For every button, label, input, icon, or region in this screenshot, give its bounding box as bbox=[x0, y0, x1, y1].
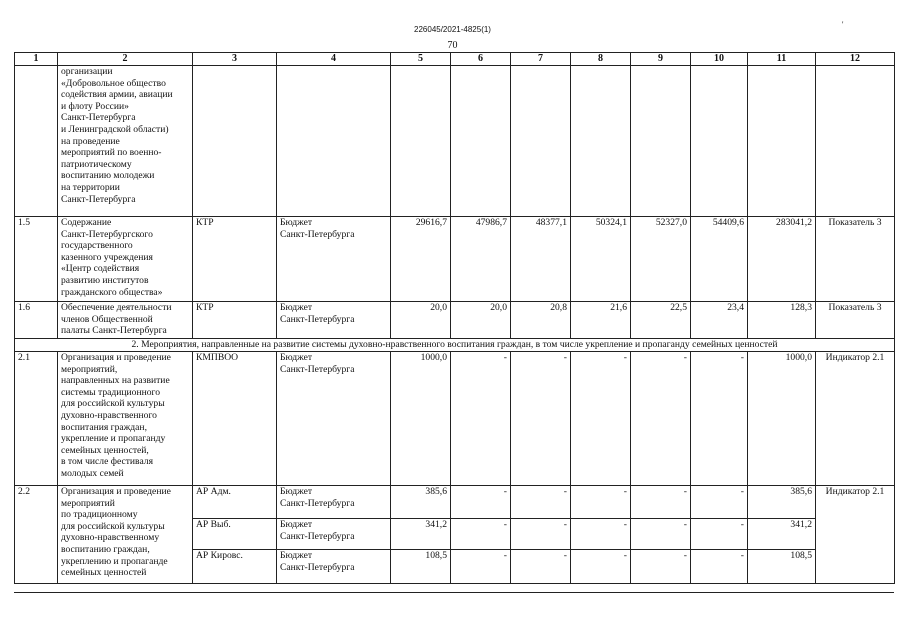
table-row bbox=[15, 302, 895, 339]
header-cell: 7 bbox=[511, 53, 571, 66]
value-cell: 29616,7 bbox=[391, 217, 451, 302]
header-cell: 3 bbox=[193, 53, 277, 66]
value-cell: - bbox=[571, 519, 631, 550]
row-number: 2.2 bbox=[15, 486, 58, 584]
table-row bbox=[15, 217, 895, 302]
value-cell: 52327,0 bbox=[631, 217, 691, 302]
header-cell: 1 bbox=[15, 53, 58, 66]
value-cell: - bbox=[631, 486, 691, 519]
corner-mark: ' bbox=[842, 20, 844, 29]
value-cell bbox=[571, 66, 631, 217]
executor: КТР bbox=[193, 217, 277, 302]
indicator-cell: Индикатор 2.1 bbox=[816, 486, 895, 584]
total-cell bbox=[748, 66, 816, 217]
value-cell bbox=[391, 66, 451, 217]
header-cell: 8 bbox=[571, 53, 631, 66]
row-number: 1.5 bbox=[15, 217, 58, 302]
funding-source: Бюджет Санкт-Петербурга bbox=[277, 302, 391, 339]
page-bottom-rule bbox=[14, 592, 894, 593]
row-number bbox=[15, 66, 58, 217]
value-cell: - bbox=[451, 550, 511, 584]
header-row bbox=[15, 53, 895, 66]
total-cell: 128,3 bbox=[748, 302, 816, 339]
value-cell: - bbox=[691, 486, 748, 519]
value-cell: - bbox=[571, 550, 631, 584]
header-cell: 5 bbox=[391, 53, 451, 66]
value-cell: - bbox=[511, 352, 571, 486]
indicator-cell bbox=[816, 66, 895, 217]
funding-source: Бюджет Санкт-Петербурга bbox=[277, 352, 391, 486]
executor: АР Адм. bbox=[193, 486, 277, 519]
activity-name: Содержание Санкт-Петербургского государственного казенного учреждения «Центр содействия развитию институтов гражданского общества» bbox=[58, 217, 193, 302]
value-cell: 108,5 bbox=[391, 550, 451, 584]
section-row bbox=[15, 339, 895, 352]
value-cell: - bbox=[511, 550, 571, 584]
value-cell: 341,2 bbox=[391, 519, 451, 550]
document-id: 226045/2021-4825(1) bbox=[414, 25, 491, 34]
value-cell bbox=[631, 66, 691, 217]
value-cell bbox=[511, 66, 571, 217]
table-row bbox=[15, 486, 895, 519]
value-cell: - bbox=[451, 519, 511, 550]
section-title: 2. Мероприятия, направленные на развитие системы духовно-нравственного воспитания граждан, в том числе укрепление и пропаганду семейных ценностей bbox=[15, 339, 895, 352]
row-number: 2.1 bbox=[15, 352, 58, 486]
executor: КТР bbox=[193, 302, 277, 339]
value-cell: - bbox=[631, 550, 691, 584]
value-cell: 23,4 bbox=[691, 302, 748, 339]
funding-source: Бюджет Санкт-Петербурга bbox=[277, 519, 391, 550]
executor bbox=[193, 66, 277, 217]
indicator-cell: Показатель 3 bbox=[816, 217, 895, 302]
value-cell: 20,0 bbox=[451, 302, 511, 339]
table-row bbox=[15, 66, 895, 217]
value-cell: - bbox=[571, 352, 631, 486]
header-cell: 2 bbox=[58, 53, 193, 66]
value-cell: - bbox=[571, 486, 631, 519]
funding-source: Бюджет Санкт-Петербурга bbox=[277, 217, 391, 302]
value-cell: - bbox=[631, 519, 691, 550]
value-cell: 20,0 bbox=[391, 302, 451, 339]
value-cell: - bbox=[511, 519, 571, 550]
value-cell: 47986,7 bbox=[451, 217, 511, 302]
value-cell: - bbox=[691, 519, 748, 550]
budget-table bbox=[14, 52, 895, 584]
activity-name: Обеспечение деятельности членов Общественной палаты Санкт-Петербурга bbox=[58, 302, 193, 339]
header-cell: 10 bbox=[691, 53, 748, 66]
total-cell: 385,6 bbox=[748, 486, 816, 519]
activity-name: Организация и проведение мероприятий, направленных на развитие системы традиционного для российской культуры духовно-нравственного воспитания граждан, укрепление и пропаганду семейных ценностей, в том числе фестиваля молодых семей bbox=[58, 352, 193, 486]
executor: АР Кировс. bbox=[193, 550, 277, 584]
value-cell: 54409,6 bbox=[691, 217, 748, 302]
header-cell: 12 bbox=[816, 53, 895, 66]
row-number: 1.6 bbox=[15, 302, 58, 339]
value-cell bbox=[451, 66, 511, 217]
value-cell: - bbox=[691, 352, 748, 486]
value-cell: 50324,1 bbox=[571, 217, 631, 302]
value-cell: - bbox=[511, 486, 571, 519]
total-cell: 1000,0 bbox=[748, 352, 816, 486]
page-number: 70 bbox=[447, 40, 458, 51]
value-cell: - bbox=[451, 352, 511, 486]
funding-source: Бюджет Санкт-Петербурга bbox=[277, 486, 391, 519]
header-cell: 9 bbox=[631, 53, 691, 66]
indicator-cell: Индикатор 2.1 bbox=[816, 352, 895, 486]
executor: КМПВОО bbox=[193, 352, 277, 486]
value-cell: 1000,0 bbox=[391, 352, 451, 486]
activity-name: организации «Добровольное общество содействия армии, авиации и флоту России» Санкт-Петербурга и Ленинградской области) на проведение мероприятий по военно- патриотическому воспитанию молодежи на территории Санкт-Петербурга bbox=[58, 66, 193, 217]
value-cell: - bbox=[691, 550, 748, 584]
funding-source bbox=[277, 66, 391, 217]
value-cell: 22,5 bbox=[631, 302, 691, 339]
value-cell: 48377,1 bbox=[511, 217, 571, 302]
table-row bbox=[15, 352, 895, 486]
funding-source: Бюджет Санкт-Петербурга bbox=[277, 550, 391, 584]
executor: АР Выб. bbox=[193, 519, 277, 550]
header-cell: 11 bbox=[748, 53, 816, 66]
value-cell: 20,8 bbox=[511, 302, 571, 339]
value-cell: 385,6 bbox=[391, 486, 451, 519]
total-cell: 108,5 bbox=[748, 550, 816, 584]
value-cell bbox=[691, 66, 748, 217]
total-cell: 341,2 bbox=[748, 519, 816, 550]
header-cell: 4 bbox=[277, 53, 391, 66]
activity-name: Организация и проведение мероприятий по традиционному для российской культуры духовно-нравственному воспитанию граждан, укреплению и пропаганде семейных ценностей bbox=[58, 486, 193, 584]
value-cell: 21,6 bbox=[571, 302, 631, 339]
header-cell: 6 bbox=[451, 53, 511, 66]
value-cell: - bbox=[451, 486, 511, 519]
total-cell: 283041,2 bbox=[748, 217, 816, 302]
value-cell: - bbox=[631, 352, 691, 486]
indicator-cell: Показатель 3 bbox=[816, 302, 895, 339]
